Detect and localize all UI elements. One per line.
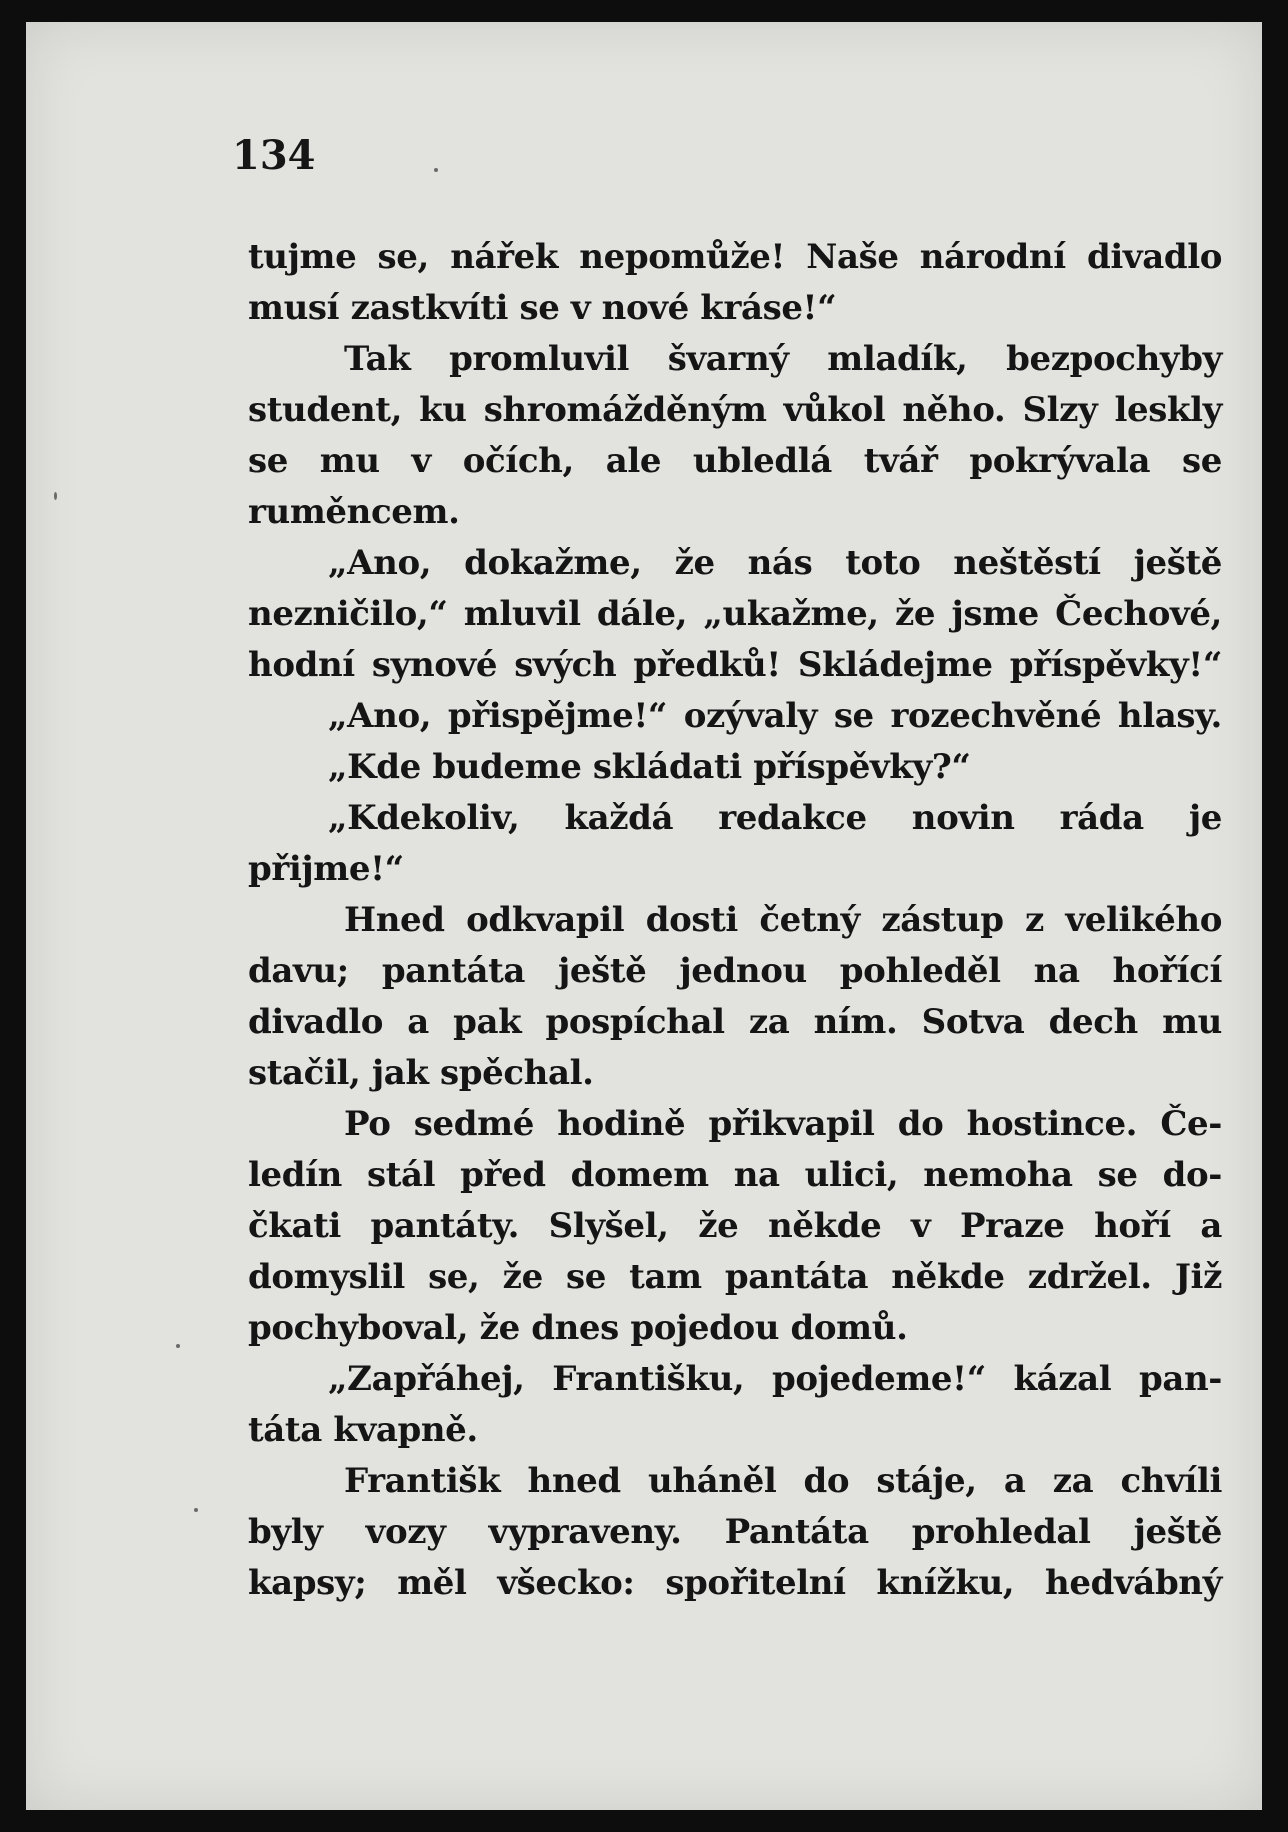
text-line: davu; pantáta ještě jednou pohleděl na hořící — [248, 951, 1222, 991]
text-line: čkati pantáty. Slyšel, že někde v Praze hoří a — [248, 1206, 1222, 1246]
text-line: ruměncem. — [248, 492, 460, 532]
page-number: 134 — [232, 132, 316, 179]
text-line: student, ku shromážděným vůkol něho. Slzy leskly — [248, 390, 1222, 430]
text-line: „Ano, přispějme!“ ozývaly se rozechvěné hlasy. — [328, 696, 1222, 736]
text-line: hodní synové svých předků! Skládejme příspěvky!“ — [248, 645, 1222, 685]
text-line: domyslil se, že se tam pantáta někde zdržel. Již — [248, 1257, 1222, 1297]
text-line: Hned odkvapil dosti četný zástup z velikého — [344, 900, 1222, 940]
text-line: byly vozy vypraveny. Pantáta prohledal ještě — [248, 1512, 1222, 1552]
text-line: „Ano, dokažme, že nás toto neštěstí ještě — [328, 543, 1222, 583]
text-line: táta kvapně. — [248, 1410, 478, 1450]
text-line: Františk hned uháněl do stáje, a za chvíli — [344, 1461, 1222, 1501]
text-line: „Kdekoliv, každá redakce novin ráda je — [328, 798, 1222, 838]
ink-speck — [194, 1508, 198, 1512]
text-line: divadlo a pak pospíchal za ním. Sotva dech mu — [248, 1002, 1222, 1042]
text-line: Po sedmé hodině přikvapil do hostince. Če- — [344, 1104, 1222, 1144]
text-line: tujme se, nářek nepomůže! Naše národní divadlo — [248, 237, 1222, 277]
ink-speck — [434, 168, 438, 172]
text-line: přijme!“ — [248, 849, 404, 889]
text-line: „Kde budeme skládati příspěvky?“ — [328, 747, 971, 787]
book-page — [26, 22, 1262, 1810]
text-line: se mu v očích, ale ubledlá tvář pokrývala se — [248, 441, 1222, 481]
text-line: kapsy; měl všecko: spořitelní knížku, hedvábný — [248, 1563, 1222, 1603]
text-line: Tak promluvil švarný mladík, bezpochyby — [344, 339, 1222, 379]
ink-speck — [54, 492, 57, 500]
text-line: „Zapřáhej, Františku, pojedeme!“ kázal pan- — [328, 1359, 1222, 1399]
body-text — [248, 232, 1222, 1609]
text-line: musí zastkvíti se v nové kráse!“ — [248, 288, 837, 328]
text-line: ledín stál před domem na ulici, nemoha se do- — [248, 1155, 1222, 1195]
ink-speck — [176, 1344, 180, 1348]
text-line: nezničilo,“ mluvil dále, „ukažme, že jsme Čechové, — [248, 594, 1222, 634]
text-line: stačil, jak spěchal. — [248, 1053, 594, 1093]
text-line: pochyboval, že dnes pojedou domů. — [248, 1308, 908, 1348]
